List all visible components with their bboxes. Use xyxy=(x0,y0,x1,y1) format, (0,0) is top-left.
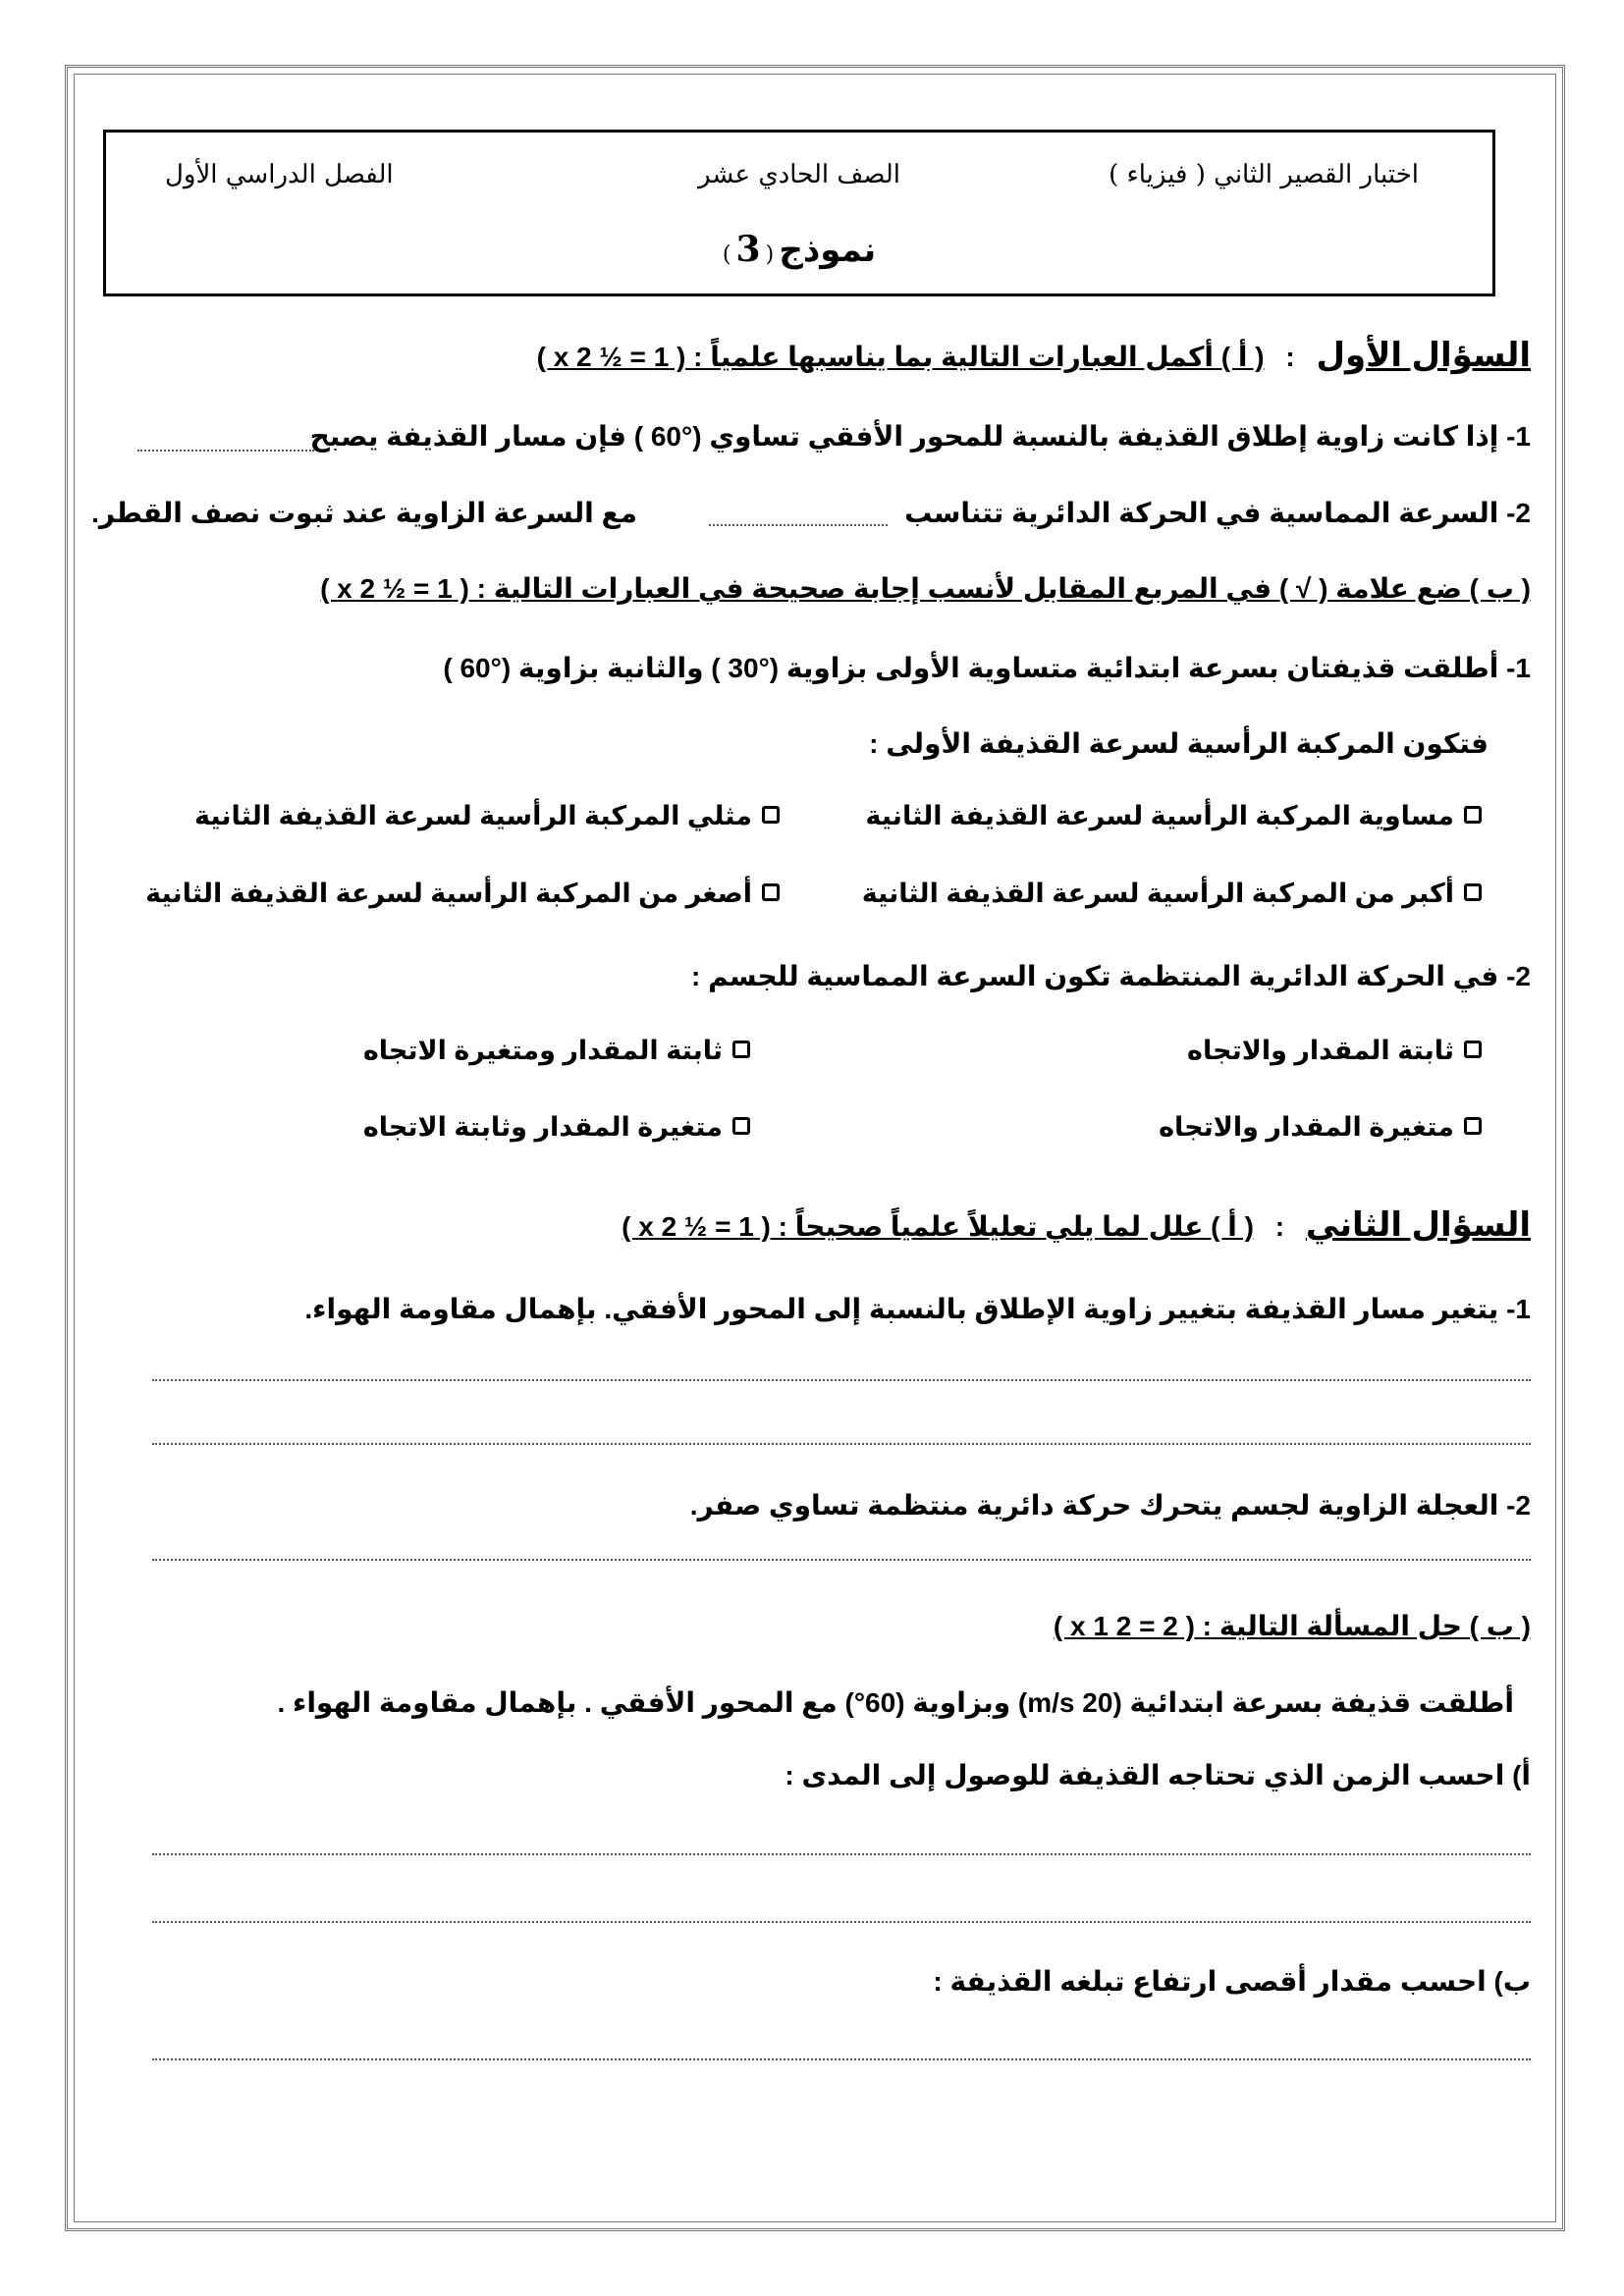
q1-b2-option-3[interactable]: متغيرة المقدار والاتجاه xyxy=(1159,1112,1482,1143)
q1-b1-option-1[interactable]: مساوية المركبة الرأسية لسرعة القذيفة الثانية xyxy=(865,801,1482,831)
q1-b2-option-1[interactable]: ثابتة المقدار والاتجاه xyxy=(1187,1036,1482,1066)
q2-sub-a-answer-line-2[interactable] xyxy=(152,1921,1531,1923)
checkbox[interactable] xyxy=(1464,1041,1482,1058)
q1-b2-option-2[interactable]: ثابتة المقدار ومتغيرة الاتجاه xyxy=(363,1036,750,1066)
q2-a2-text: 2- العجلة الزاوية لجسم يتحرك حركة دائرية منتظمة تساوي صفر. xyxy=(689,1490,1531,1521)
checkbox[interactable] xyxy=(732,1041,750,1058)
q1-b1-option-3[interactable]: أكبر من المركبة الرأسية لسرعة القذيفة الثانية xyxy=(862,879,1482,909)
q1-part-a-instruction: ( أ ) أكمل العبارات التالية بما يناسبها علمياً : ( 1 = ½ x 2 ) xyxy=(536,342,1265,372)
q2-sub-b-answer-line[interactable] xyxy=(152,2058,1531,2060)
q1-a2-start: 2- السرعة المماسية في الحركة الدائرية تتناسب xyxy=(904,498,1531,528)
q2-sub-a: أ) احسب الزمن الذي تحتاجه القذيفة للوصول إلى المدى : xyxy=(785,1760,1531,1790)
page-border xyxy=(65,65,1565,2231)
q1-title: السؤال الأول xyxy=(1316,337,1531,374)
q2-sub-a-answer-line-1[interactable] xyxy=(152,1853,1531,1855)
checkbox[interactable] xyxy=(762,883,780,901)
q2-problem-text: أطلقت قذيفة بسرعة ابتدائية (20 m/s) وبزاوية (60°) مع المحور الأفقي . بإهمال مقاومة الهواء . xyxy=(277,1687,1514,1718)
exam-title: اختبار القصير الثاني ( فيزياء ) xyxy=(1109,160,1419,189)
q1-a2-end: مع السرعة الزاوية عند ثبوت نصف القطر. xyxy=(91,498,637,528)
checkbox[interactable] xyxy=(1464,883,1482,901)
q2-a1-answer-line-2[interactable] xyxy=(152,1443,1531,1445)
q2-sub-b: ب) احسب مقدار أقصى ارتفاع تبلغه القذيفة : xyxy=(933,1966,1531,1997)
q1-b2-text: 2- في الحركة الدائرية المنتظمة تكون السرعة المماسية للجسم : xyxy=(690,961,1531,991)
q1-a1-answer-blank[interactable] xyxy=(137,450,314,452)
checkbox[interactable] xyxy=(1464,806,1482,824)
q2-a1-text: 1- يتغير مسار القذيفة بتغيير زاوية الإطلاق بالنسبة إلى المحور الأفقي. بإهمال مقاومة الهواء. xyxy=(304,1294,1531,1324)
semester-label: الفصل الدراسي الأول xyxy=(165,160,394,189)
q2-heading: السؤال الثاني : ( أ ) علل لما يلي تعليلاً علمياً صحيحاً : ( 1 = ½ x 2 ) xyxy=(622,1206,1531,1244)
q1-b1-option-4[interactable]: أصغر من المركبة الرأسية لسرعة القذيفة الثانية xyxy=(145,879,780,909)
q1-a1-text: 1- إذا كانت زاوية إطلاق القذيفة بالنسبة للمحور الأفقي تساوي (°60 ) فإن مسار القذيفة يصبح xyxy=(309,421,1531,452)
q1-part-b-instruction: ( ب ) ضع علامة ( √ ) في المربع المقابل لأنسب إجابة صحيحة في العبارات التالية : ( 1 = ½ x 2 ) xyxy=(320,573,1531,604)
q1-heading: السؤال الأول : ( أ ) أكمل العبارات التالية بما يناسبها علمياً : ( 1 = ½ x 2 ) xyxy=(536,337,1531,374)
q2-part-b-instruction: ( ب ) حل المسألة التالية : ( 2 = 2 x 1 ) xyxy=(1053,1611,1531,1641)
model-number: نموذج ( 3 ) xyxy=(722,229,877,270)
q2-part-a-instruction: ( أ ) علل لما يلي تعليلاً علمياً صحيحاً : ( 1 = ½ x 2 ) xyxy=(622,1211,1254,1242)
q1-a2-answer-blank[interactable] xyxy=(709,524,888,526)
exam-header xyxy=(103,130,1495,296)
q2-a2-answer-line[interactable] xyxy=(152,1559,1531,1561)
q1-b1-text: 1- أطلقت قذيفتان بسرعة ابتدائية متساوية الأولى بزاوية (°30 ) والثانية بزاوية (°60 ) xyxy=(443,653,1531,683)
checkbox[interactable] xyxy=(762,806,780,824)
q2-title: السؤال الثاني xyxy=(1305,1206,1531,1244)
checkbox[interactable] xyxy=(732,1117,750,1135)
q2-a1-answer-line-1[interactable] xyxy=(152,1379,1531,1381)
checkbox[interactable] xyxy=(1464,1117,1482,1135)
q1-b1-option-2[interactable]: مثلي المركبة الرأسية لسرعة القذيفة الثانية xyxy=(194,801,780,831)
q1-b1-sub: فتكون المركبة الرأسية لسرعة القذيفة الأولى : xyxy=(869,728,1489,759)
grade-label: الصف الحادي عشر xyxy=(698,160,900,189)
q1-b2-option-4[interactable]: متغيرة المقدار وثابتة الاتجاه xyxy=(363,1112,750,1143)
